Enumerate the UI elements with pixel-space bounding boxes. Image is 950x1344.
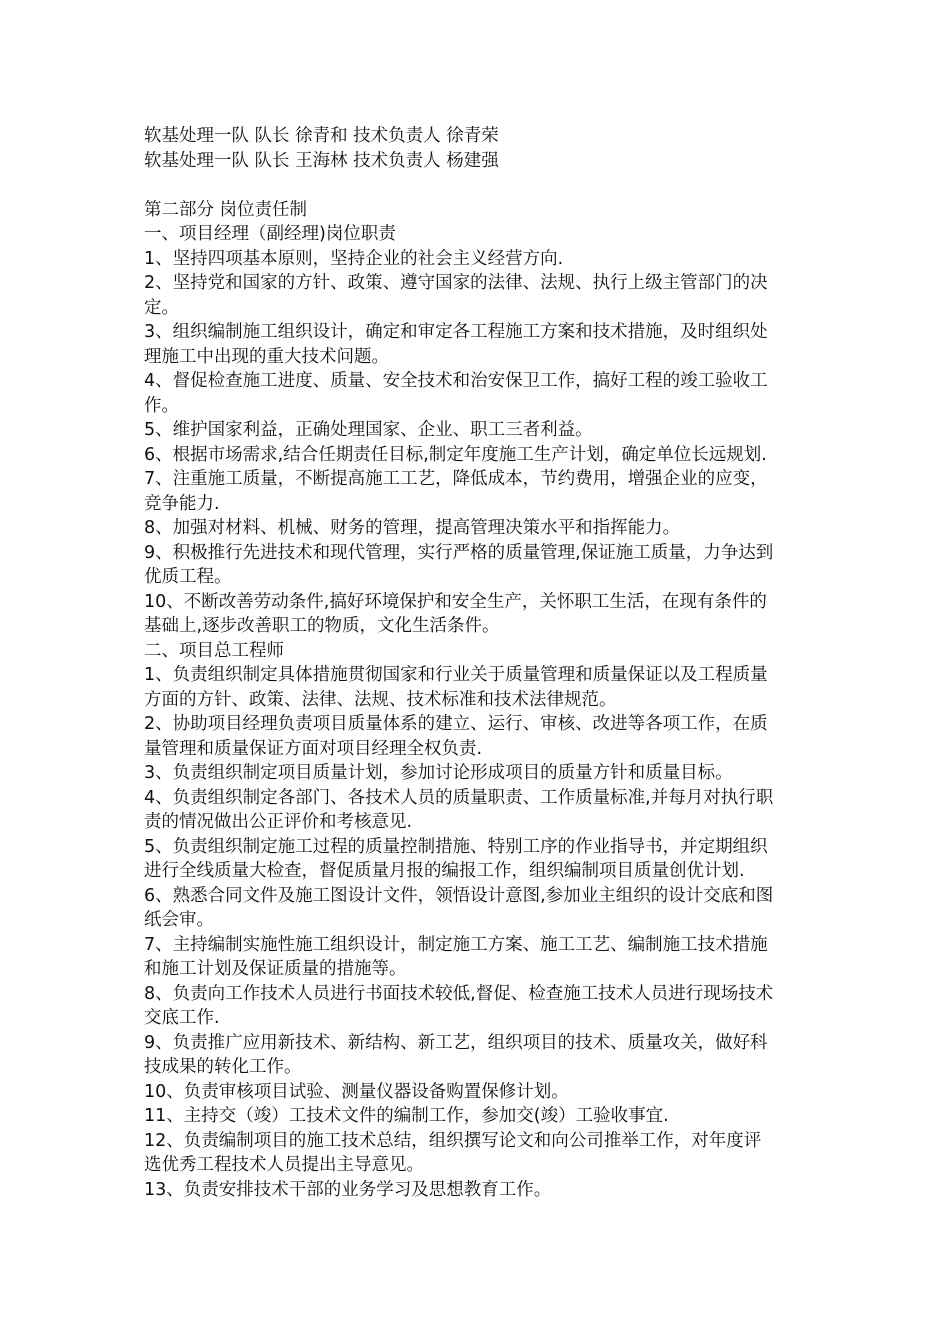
list-item: [144, 761, 814, 786]
list-item-line: 3、组织编制施工组织设计，确定和审定各工程施工方案和技术措施，及时组织处: [144, 322, 768, 342]
list-item-line: 作。: [144, 395, 179, 416]
list-item-line: 技成果的转化工作。: [144, 1057, 302, 1077]
list-item-line: 6、根据市场需求,结合任期责任目标,制定年度施工生产计划，确定单位长远规划.: [144, 444, 767, 465]
list-item: [144, 933, 814, 982]
team-line-1: 软基处理一队 队长 徐青和 技术负责人 徐青荣: [144, 126, 499, 146]
list-item-line: 13、负责安排技术干部的业务学习及思想教育工作。: [144, 1179, 552, 1200]
list-item: [144, 418, 814, 443]
list-item-line: 8、加强对材料、机械、财务的管理，提高管理决策水平和指挥能力。: [144, 518, 681, 538]
list-item-line: 6、熟悉合同文件及施工图设计文件，领悟设计意图,参加业主组织的设计交底和图: [144, 885, 774, 906]
list-item-line: 7、注重施工质量，不断提高施工工艺，降低成本，节约费用，增强企业的应变，: [144, 469, 768, 489]
list-item: [144, 1080, 814, 1105]
list-item: [144, 1031, 814, 1080]
list-item-line: 3、负责组织制定项目质量计划，参加讨论形成项目的质量方针和质量目标。: [144, 763, 733, 783]
list-item: [144, 443, 814, 468]
section2-list: [144, 663, 814, 1202]
list-item-line: 理施工中出现的重大技术问题。: [144, 346, 389, 367]
list-item-line: 量管理和质量保证方面对项目经理全权负责.: [144, 738, 483, 759]
list-item: [144, 786, 814, 835]
list-item-line: 4、负责组织制定各部门、各技术人员的质量职责、工作质量标准,并每月对执行职: [144, 787, 774, 808]
list-item-line: 1、负责组织制定具体措施贯彻国家和行业关于质量管理和质量保证以及工程质量: [144, 665, 768, 685]
list-item-line: 4、督促检查施工进度、质量、安全技术和治安保卫工作，搞好工程的竣工验收工: [144, 371, 768, 391]
section1-list: [144, 247, 814, 639]
list-item-line: 9、积极推行先进技术和现代管理，实行严格的质量管理,保证施工质量，力争达到: [144, 542, 774, 563]
list-item: [144, 1178, 814, 1203]
list-item-line: 1、坚持四项基本原则，坚持企业的社会主义经营方向.: [144, 248, 564, 269]
list-item-line: 10、不断改善劳动条件,搞好环境保护和安全生产，关怀职工生活，在现有条件的: [144, 591, 767, 612]
list-item-line: 7、主持编制实施性施工组织设计，制定施工方案、施工工艺、编制施工技术措施: [144, 934, 768, 955]
list-item-line: 交底工作.: [144, 1008, 220, 1028]
list-item: [144, 247, 814, 272]
team-line-2: 软基处理一队 队长 王海林 技术负责人 杨建强: [144, 150, 499, 171]
list-item: [144, 663, 814, 712]
list-item: [144, 516, 814, 541]
list-item-line: 8、负责向工作技术人员进行书面技术较低,督促、检查施工技术人员进行现场技术: [144, 983, 774, 1004]
list-item-line: 5、负责组织制定施工过程的质量控制措施、特别工序的作业指导书，并定期组织: [144, 836, 768, 857]
list-item: [144, 590, 814, 639]
list-item-line: 方面的方针、政策、法律、法规、技术标准和技术法律规范。: [144, 689, 617, 710]
list-item: [144, 884, 814, 933]
list-item: [144, 369, 814, 418]
list-item: [144, 1129, 814, 1178]
list-item-line: 11、主持交（竣）工技术文件的编制工作，参加交(竣）工验收事宜.: [144, 1106, 669, 1126]
list-item: [144, 712, 814, 761]
list-item: [144, 1104, 814, 1129]
list-item-line: 9、负责推广应用新技术、新结构、新工艺，组织项目的技术、质量攻关，做好科: [144, 1032, 768, 1053]
list-item: [144, 271, 814, 320]
list-item: [144, 982, 814, 1031]
list-item-line: 定。: [144, 297, 179, 318]
list-item: [144, 835, 814, 884]
list-item-line: 基础上,逐步改善职工的物质，文化生活条件。: [144, 616, 500, 636]
list-item-line: 2、坚持党和国家的方针、政策、遵守国家的法律、法规、执行上级主管部门的决: [144, 273, 768, 293]
list-item-line: 进行全线质量大检查，督促质量月报的编报工作，组织编制项目质量创优计划.: [144, 861, 745, 881]
section2-heading: 二、项目总工程师: [144, 640, 284, 661]
part-title: 第二部分 岗位责任制: [144, 199, 308, 220]
list-item-line: 优质工程。: [144, 567, 232, 587]
list-item: [144, 541, 814, 590]
list-item-line: 10、负责审核项目试验、测量仪器设备购置保修计划。: [144, 1081, 569, 1102]
list-item-line: 纸会审。: [144, 910, 214, 930]
list-item-line: 责的情况做出公正评价和考核意见.: [144, 812, 413, 832]
list-item-line: 和施工计划及保证质量的措施等。: [144, 959, 407, 979]
list-item-line: 选优秀工程技术人员提出主导意见。: [144, 1155, 424, 1175]
list-item-line: 12、负责编制项目的施工技术总结，组织撰写论文和向公司推举工作，对年度评: [144, 1130, 762, 1151]
section1-heading: 一、项目经理（副经理)岗位职责: [144, 224, 396, 244]
list-item-line: 5、维护国家利益，正确处理国家、企业、职工三者利益。: [144, 420, 593, 440]
list-item-line: 2、协助项目经理负责项目质量体系的建立、运行、审核、改进等各项工作，在质: [144, 714, 768, 734]
list-item-line: 竞争能力.: [144, 493, 220, 514]
document-body: [144, 124, 814, 1202]
list-item: [144, 467, 814, 516]
list-item: [144, 320, 814, 369]
blank-line: [144, 173, 814, 198]
